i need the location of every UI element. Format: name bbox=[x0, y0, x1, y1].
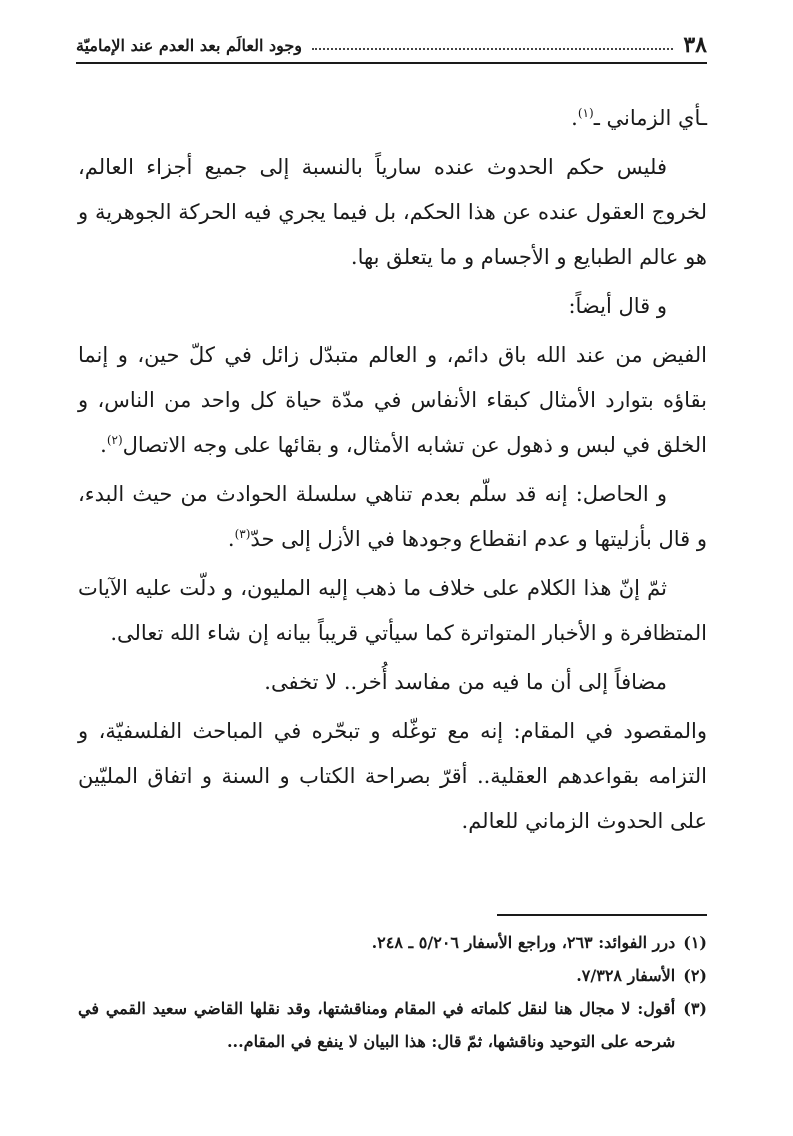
footnote-ref: (٢) bbox=[106, 433, 123, 447]
page-header bbox=[76, 28, 707, 64]
footnote-item bbox=[78, 926, 707, 959]
paragraph: و قال أيضاً: bbox=[568, 294, 667, 318]
paragraph: والمقصود في المقام: إنه مع توغّله و تبحّره في المباحث الفلسفيّة، و التزامه بقواعدهم العقلية.. أقرّ بصراحة الكتاب و السنة و اتفاق المليّين على الحدوث الزماني للعالم. bbox=[78, 719, 707, 833]
running-title: وجود العالَم بعد العدم عند الإماميّة bbox=[76, 35, 302, 55]
footnote-item bbox=[78, 992, 707, 1058]
footnote-ref: (٣) bbox=[234, 527, 251, 541]
body-text bbox=[78, 96, 707, 848]
quotation-paragraph: الفيض من عند الله باق دائم، و العالم متبدّل زائل في كلّ حين، و إنما بقاؤه بتوارد الأمثال كبقاء الأنفاس في مدّة حياة كل واحد من الناس، و الخلق في لبس و ذهول عن تشابه الأمثال، و بقائها على وجه الاتصال$^{(٢)}$. bbox=[78, 343, 707, 457]
paragraph: ثمّ إنّ هذا الكلام على خلاف ما ذهب إليه المليون، و دلّت عليه الآيات المتظافرة و الأخبار المتواترة كما سيأتي قريباً بيانه إن شاء الله تعالى. bbox=[78, 576, 707, 645]
footnote-separator bbox=[497, 914, 707, 916]
footnote-number: (٣) bbox=[683, 999, 707, 1018]
footnote-text: أقول: لا مجال هنا لنقل كلماته في المقام ومناقشتها، وقد نقلها القاضي سعيد القمي في شرحه على التوحيد وناقشها، ثمّ قال: هذا البيان لا ينفع في المقام... bbox=[78, 999, 676, 1051]
footnote-item bbox=[78, 959, 707, 992]
footnote-text: درر الفوائد: ٢٦٣، وراجع الأسفار ٥/٢٠٦ ـ ٢٤٨. bbox=[371, 933, 676, 952]
paragraph: ـأي الزماني ـ$^{(١)}$. bbox=[571, 106, 707, 130]
footnote-number: (٢) bbox=[683, 966, 707, 985]
page-number: ٣٨ bbox=[683, 32, 707, 58]
paragraph: فليس حكم الحدوث عنده سارياً بالنسبة إلى جميع أجزاء العالم، لخروج العقول عنده عن هذا الحكم، بل فيما يجري فيه الحركة الجوهرية و هو عالم الطبايع و الأجسام و ما يتعلق بها. bbox=[78, 155, 707, 269]
footnote-text: الأسفار ٧/٣٢٨. bbox=[576, 966, 676, 985]
footnotes bbox=[78, 926, 707, 1058]
header-dot-leader bbox=[312, 48, 673, 50]
footnote-ref: (١) bbox=[577, 106, 594, 120]
footnote-number: (١) bbox=[683, 933, 707, 952]
paragraph: مضافاً إلى أن ما فيه من مفاسد أُخر.. لا تخفى. bbox=[264, 670, 667, 694]
paragraph: و الحاصل: إنه قد سلّم بعدم تناهي سلسلة الحوادث من حيث البدء، و قال بأزليتها و عدم انقطاع وجودها في الأزل إلى حدّ$^{(٣)}$. bbox=[78, 482, 707, 551]
